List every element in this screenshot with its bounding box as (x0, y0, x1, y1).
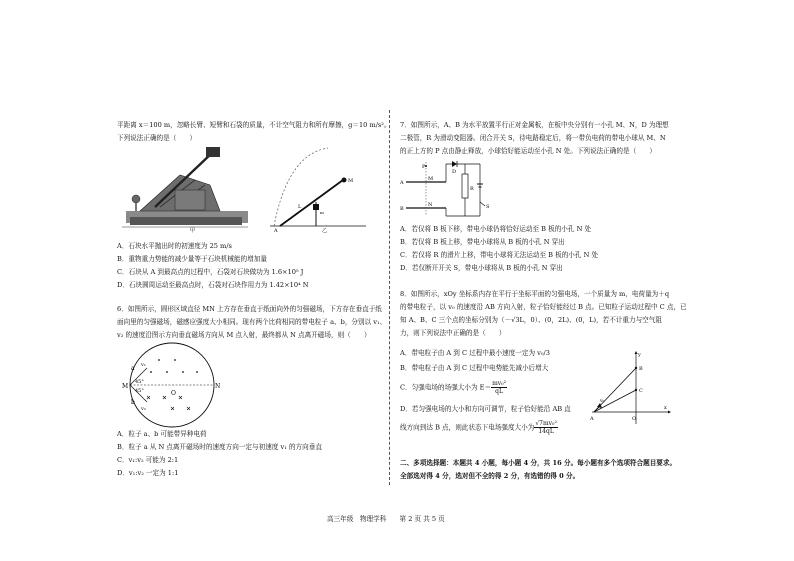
fig8-label-o: O (632, 416, 637, 422)
figure5-label-right: 乙 (322, 228, 328, 234)
svg-text:m: m (320, 210, 324, 215)
q6-stem-line3: v₂ 的速度沿图示方向垂直磁场方向从 M 点入射，最终都从 N 点离开磁场，则（ ） (117, 331, 371, 339)
q6-option-a: A．粒子 a、b 可能带异种电荷 (117, 430, 207, 438)
q8-option-c (400, 380, 507, 395)
fig7-label-a: A (400, 180, 404, 186)
q7-option-d: D．若仅断开开关 S，带电小球将从 B 板的小孔 N 穿出 (400, 264, 563, 272)
fig6-angle-top: 45° (135, 379, 144, 385)
fig6-label-n: N (215, 383, 221, 390)
fig6-angle-bottom: 45° (135, 388, 144, 394)
fig6-label-v1: v₁ (141, 362, 146, 368)
fig6-label-v2: v₂ (141, 406, 146, 412)
fig8-label-b: B (639, 366, 643, 372)
q6-option-b: B．粒子 a 从 N 点离开磁场时的速度方向一定与初速度 v₁ 的方向垂直 (117, 443, 322, 451)
q8-option-c-fraction (491, 380, 507, 395)
q8-stem-line3: 知 A、B、C 三个点的坐标分别为（－√3L，0）、(0，2L)、(0，L)，若不计重力与空气阻 (400, 316, 662, 324)
q7-option-a: A．若仅将 B 板下移，带电小球仍将恰好运动至 B 板的小孔 N 处 (400, 225, 592, 233)
q5-option-b: B．重物重力势能的减少量等于石块机械能的增加量 (117, 255, 267, 263)
svg-text:A: A (274, 228, 278, 234)
coordinate-field-diagram (588, 350, 670, 426)
q8-option-a: A．带电粒子由 A 到 C 过程中最小速度一定为 v₀/3 (400, 349, 550, 357)
fig8-label-x: x (664, 405, 667, 411)
q8-option-d-text: 线方向到达 B 点，则此状态下电场强度大小为 (400, 423, 535, 432)
q8-stem-line4: 力，则下列说法中正确的是（ ） (400, 329, 506, 337)
magnetic-field-circle-diagram (117, 340, 222, 430)
q6-option-d: D．v₁:v₂ 一定为 1:1 (117, 469, 179, 477)
q7-stem-line3: 的正上方的 P 点由静止释放，小球恰好能运动至小孔 N 处。下列说法正确的是（ ） (400, 147, 656, 155)
fig7-label-b: B (400, 206, 404, 212)
fig7-label-d: D (452, 169, 457, 175)
q8-option-c-denominator: qL (495, 388, 503, 395)
capacitor-circuit-diagram (400, 160, 500, 222)
q5-intro-line2: 下列说法正确的是（ ） (117, 134, 197, 142)
svg-text:L: L (298, 204, 302, 210)
q8-option-d-fraction (534, 420, 558, 435)
fig7-label-m: M (428, 176, 434, 182)
q7-stem-line1: 7．如图所示，A、B 为水平放置平行正对金属板，在板中央分别有一小孔 M、N，D 为理想 (400, 121, 669, 129)
fig7-label-r: R (470, 186, 474, 192)
q7-option-b: B．若仅将 B 板上移，带电小球将从 B 板的小孔 N 穿出 (400, 238, 565, 246)
fig6-label-o: O (171, 390, 176, 397)
column-divider (389, 110, 390, 485)
q8-option-c-text: C．匀强电场的场强大小为 E＝ (400, 383, 492, 392)
q8-stem-line2: 的带电粒子，以 v₀ 的速度沿 AB 方向入射，粒子恰好能经过 B 点。已知粒子运动过程中 C 点，已 (400, 303, 687, 311)
q5-option-a: A．石块水平抛出时的初速度为 25 m/s (117, 242, 232, 250)
figure5-label-left: 甲 (190, 228, 196, 234)
page-footer: 高三年级 物理学科 第 2 页 共 5 页 (327, 515, 445, 523)
fig6-label-m: M (122, 383, 129, 390)
q8-option-d-numerator: √7mv₀² (535, 420, 557, 427)
q6-stem-line1: 6．如图所示，圆形区域直径 MN 上方存在垂直于纸面向外的匀强磁场，下方存在垂直于纸 (117, 305, 382, 313)
svg-text:M: M (348, 178, 354, 184)
fig6-label-b: b (131, 399, 135, 406)
section2-heading-line2: 全部选对得 4 分，选对但不全的得 2 分，有选错的得 0 分。 (400, 472, 580, 480)
q6-option-c: C．v₁:v₂ 可能为 2:1 (117, 456, 179, 464)
q7-option-c: C．若仅将 R 的滑片上移，带电小球将无法运动至 B 板的小孔 N 处 (400, 251, 599, 259)
fig7-label-n: N (428, 202, 433, 208)
q7-stem-line2: 二极管，R 为滑动变阻器。闭合开关 S，待电路稳定后，将一带负电荷的带电小球从 M、N (400, 134, 666, 142)
trajectory-diagram (268, 148, 368, 234)
q8-stem-line1: 8．如图所示，xOy 坐标系内存在平行于坐标平面的匀强电场，一个质量为 m，电荷量为＋q (400, 290, 670, 298)
q8-option-d-line1: D．若匀强电场的大小和方向可调节，粒子恰好能沿 AB 直 (400, 405, 571, 413)
q5-option-c: C．石块从 A 到最高点的过程中，石袋对石块做功为 1.6×10⁵ J (117, 268, 304, 276)
fig8-label-a: A (590, 416, 594, 422)
q6-stem-line2: 面向里的匀强磁场，磁感应强度大小相同。现有两个比荷相同的带电粒子 a、b，分别以 v₁、 (117, 318, 387, 326)
q8-option-c-numerator: mv₀² (492, 380, 506, 387)
q8-option-d-denominator: 14qL (538, 428, 554, 435)
section2-heading-line1: 二、多项选择题：本题共 4 小题，每小题 4 分，共 16 分。每小题有多个选项符合题目要求。 (400, 459, 677, 467)
fig7-label-s: S (486, 204, 490, 210)
fig8-label-y: y (638, 352, 641, 358)
q8-option-d-line2 (400, 420, 558, 435)
q5-option-d: D．石块圆周运动至最高点时，石袋对石块作用力为 1.42×10⁴ N (117, 281, 309, 289)
catapult-illustration (120, 145, 250, 233)
fig8-label-v0: v₀ (600, 399, 605, 404)
q8-option-b: B．带电粒子由 A 到 C 过程中电势能先减小后增大 (400, 364, 549, 372)
fig8-label-c: C (639, 388, 643, 394)
q5-intro-line1: 平距离 x＝100 m，忽略长臂、短臂和石袋的质量，不计空气阻力和所有摩擦，g＝10 m/s²。 (117, 121, 391, 129)
fig6-label-a: a (131, 365, 135, 372)
fig7-label-p: P (422, 164, 426, 170)
